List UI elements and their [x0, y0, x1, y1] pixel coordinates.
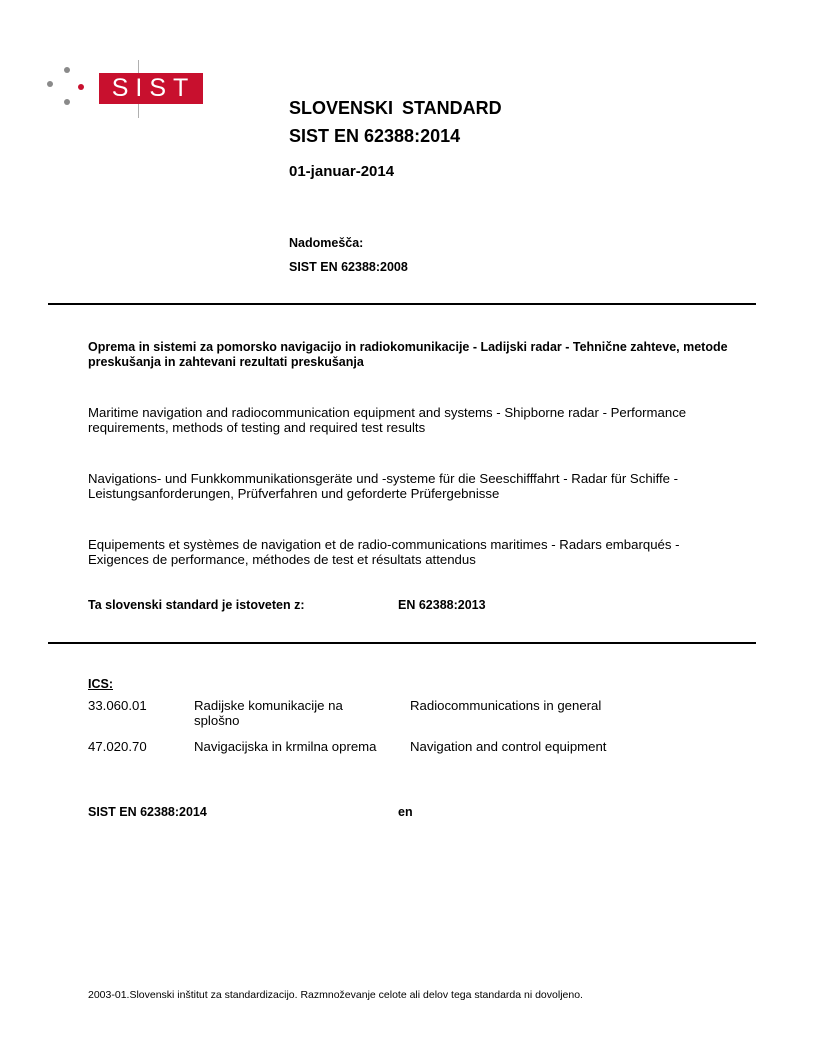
divider-bottom [48, 642, 756, 644]
footer-language: en [398, 805, 413, 819]
ics-code: 33.060.01 [88, 698, 147, 713]
ics-description-sl: Radijske komunikacije na splošno [194, 698, 343, 728]
publication-date: 01-januar-2014 [289, 163, 395, 180]
standard-number-heading: SIST EN 62388:2014 [289, 126, 461, 146]
divider-top [48, 303, 756, 305]
ics-code: 47.020.70 [88, 739, 147, 754]
sist-logo-dots [47, 67, 87, 109]
replaces-value: SIST EN 62388:2008 [289, 260, 408, 274]
replaces-label: Nadomešča: [289, 236, 364, 250]
identical-value: EN 62388:2013 [398, 598, 486, 612]
title-french: Equipements et systèmes de navigation et de radio-communications maritimes - Radars embarqués - Exigences de performance, méthodes de test et résultats attendus [88, 537, 680, 567]
copyright-notice: 2003-01.Slovenski inštitut za standardizacijo. Razmnoževanje celote ali delov tega standarda ni dovoljeno. [88, 989, 583, 1001]
sist-logo: SIST [99, 73, 203, 104]
ics-label: ICS: [88, 677, 113, 691]
title-english: Maritime navigation and radiocommunication equipment and systems - Shipborne radar - Performance requirements, methods of testing and required test results [88, 405, 687, 435]
footer-standard-number: SIST EN 62388:2014 [88, 805, 207, 819]
ics-description-en: Radiocommunications in general [410, 698, 602, 713]
identical-label: Ta slovenski standard je istoveten z: [88, 598, 305, 612]
ics-description-sl: Navigacijska in krmilna oprema [194, 739, 377, 754]
title-german: Navigations- und Funkkommunikationsgeräte und -systeme für die Seeschifffahrt - Radar für Schiffe - Leistungsanforderungen, Prüfverfahren und geforderte Prüfergebnisse [88, 471, 679, 501]
ics-description-en: Navigation and control equipment [410, 739, 607, 754]
standard-type-heading: SLOVENSKI STANDARD [289, 98, 502, 118]
title-slovenian: Oprema in sistemi za pomorsko navigacijo in radiokomunikacije - Ladijski radar - Tehnične zahteve, metode preskušanja in zahtevani rezultati preskušanja [88, 340, 728, 369]
